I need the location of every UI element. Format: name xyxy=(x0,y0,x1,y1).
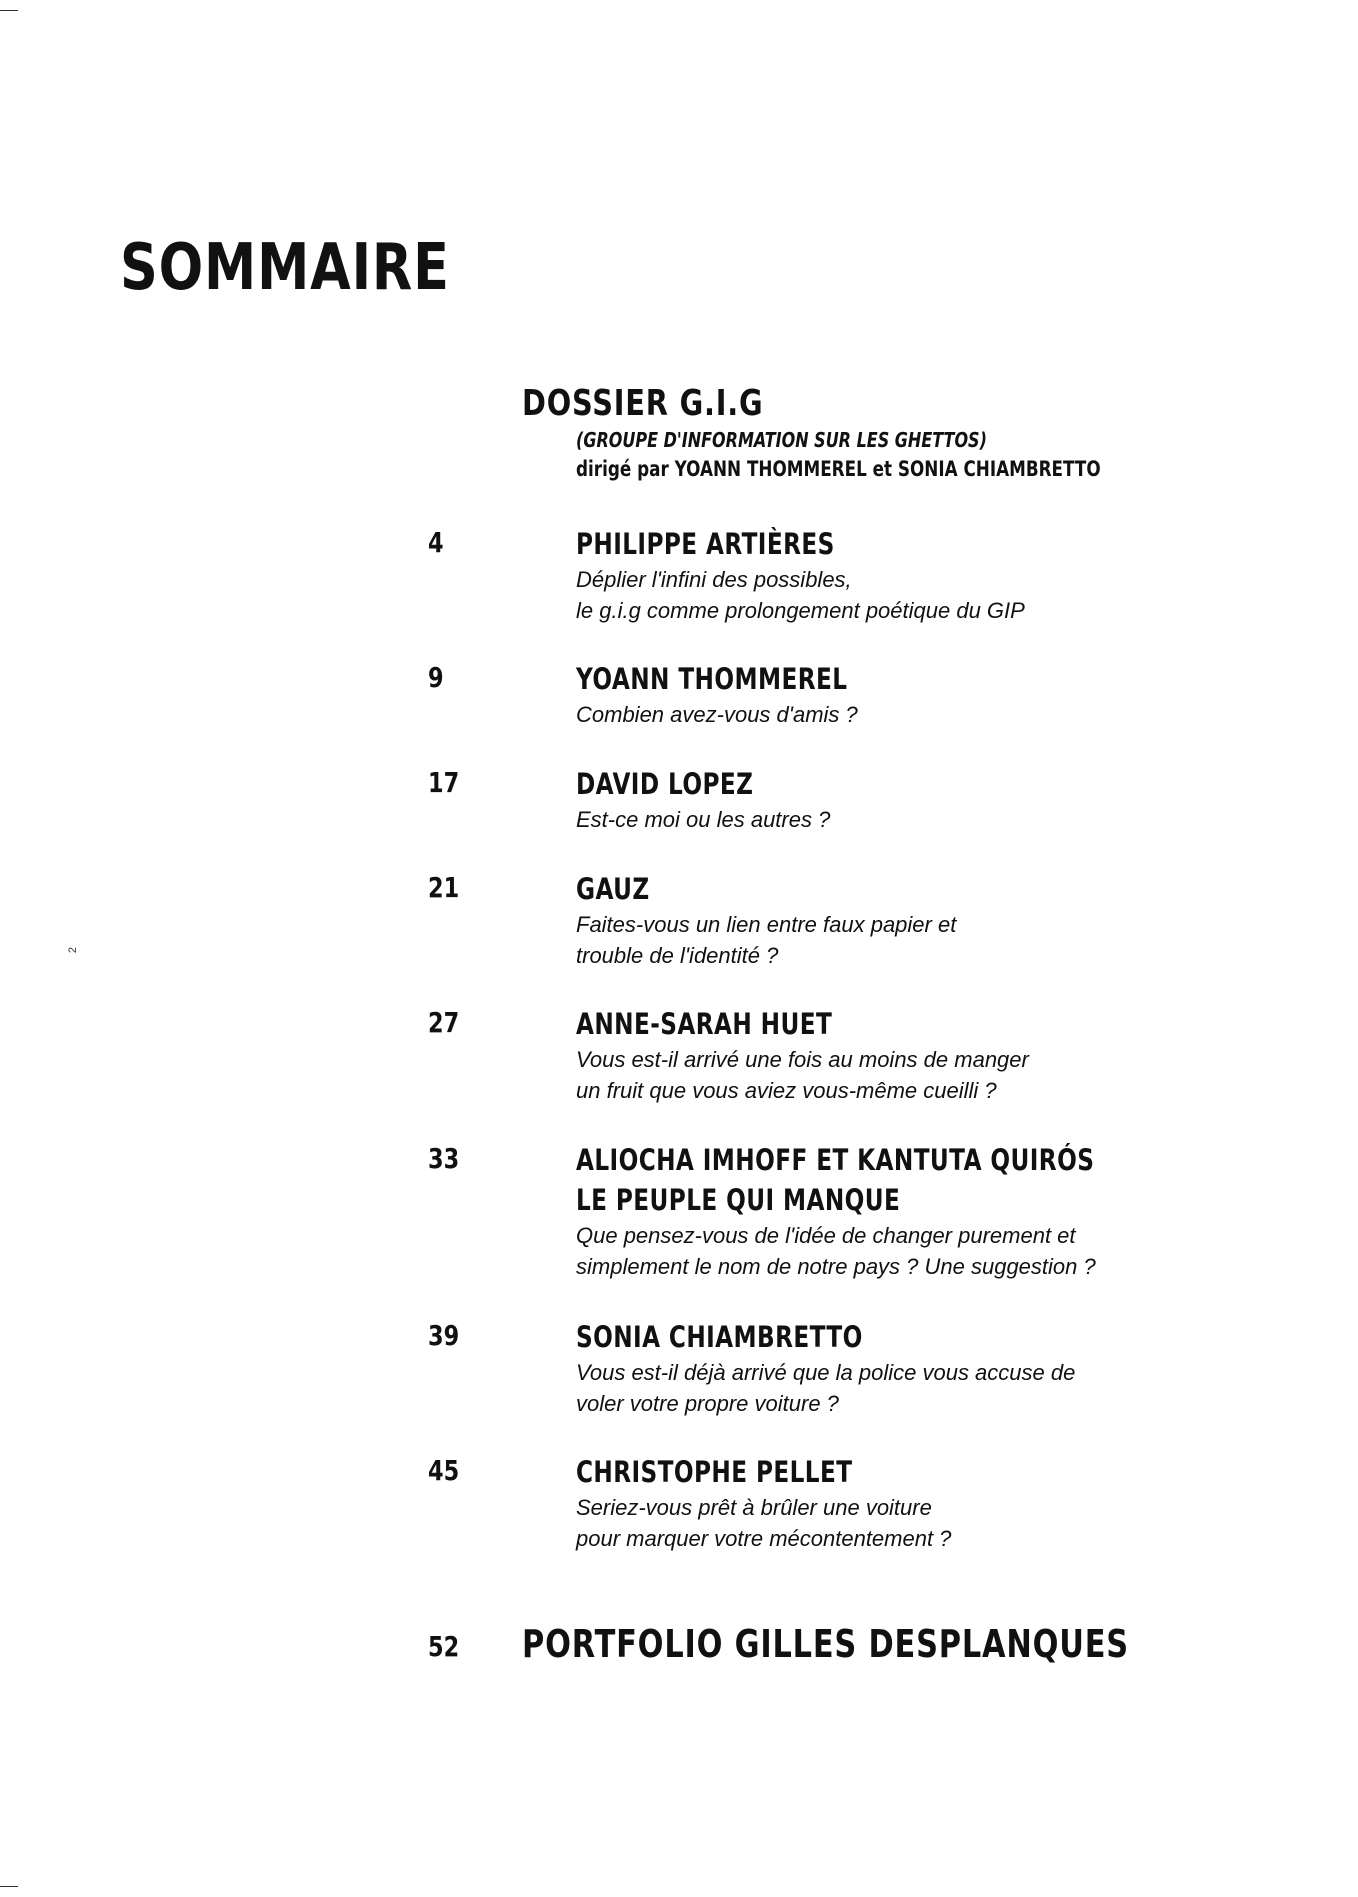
toc-page-number: 33 xyxy=(428,1142,460,1175)
toc-question-line: Déplier l'infini des possibles, xyxy=(576,567,852,592)
dossier-direction: dirigé par YOANN THOMMEREL et SONIA CHIAMBRETTO xyxy=(576,457,1101,481)
toc-question-line: voler votre propre voiture ? xyxy=(576,1391,839,1416)
dossier-title: DOSSIER G.I.G xyxy=(522,383,764,424)
toc-question-line: un fruit que vous aviez vous-même cueilli ? xyxy=(576,1078,997,1103)
toc-question-line: simplement le nom de notre pays ? Une suggestion ? xyxy=(576,1254,1096,1279)
dossier-subtitle: (GROUPE D'INFORMATION SUR LES GHETTOS) xyxy=(576,428,987,452)
toc-question-line: pour marquer votre mécontentement ? xyxy=(576,1526,952,1551)
toc-author: GAUZ xyxy=(576,872,650,906)
toc-author: ANNE-SARAH HUET xyxy=(576,1007,833,1041)
toc-question-line: Faites-vous un lien entre faux papier et xyxy=(576,912,957,937)
toc-author: PHILIPPE ARTIÈRES xyxy=(576,527,835,561)
portfolio-title: PORTFOLIO GILLES DESPLANQUES xyxy=(522,1622,1129,1666)
toc-page-number: 9 xyxy=(428,661,444,694)
toc-question-line: Seriez-vous prêt à brûler une voiture xyxy=(576,1495,932,1520)
toc-page-number: 17 xyxy=(428,766,460,799)
toc-page-number: 52 xyxy=(428,1630,460,1663)
dossier-header xyxy=(522,382,1232,484)
toc-author: YOANN THOMMEREL xyxy=(576,662,848,696)
toc-page-number: 21 xyxy=(428,871,460,904)
toc-author: SONIA CHIAMBRETTO xyxy=(576,1320,863,1354)
toc-page-number: 39 xyxy=(428,1319,460,1352)
toc-author: DAVID LOPEZ xyxy=(576,767,754,801)
page-title: SOMMAIRE xyxy=(120,231,450,305)
toc-question-line: Vous est-il déjà arrivé que la police vous accuse de xyxy=(576,1360,1076,1385)
toc-question-line: Vous est-il arrivé une fois au moins de manger xyxy=(576,1047,1029,1072)
toc-page-number: 4 xyxy=(428,526,444,559)
toc-page-number: 27 xyxy=(428,1006,460,1039)
toc-page-number: 45 xyxy=(428,1454,460,1487)
toc-question-line: trouble de l'identité ? xyxy=(576,943,779,968)
page-folio: 2 xyxy=(67,946,80,954)
toc-question-line: Est-ce moi ou les autres ? xyxy=(576,807,831,832)
toc-author: ALIOCHA IMHOFF ET KANTUTA QUIRÓS xyxy=(576,1143,1095,1177)
toc-author-subtitle: LE PEUPLE QUI MANQUE xyxy=(576,1183,901,1217)
toc-author: CHRISTOPHE PELLET xyxy=(576,1455,853,1489)
toc-question-line: Combien avez-vous d'amis ? xyxy=(576,702,858,727)
crop-mark-top xyxy=(0,10,18,11)
toc-question-line: le g.i.g comme prolongement poétique du GIP xyxy=(576,598,1025,623)
toc-question-line: Que pensez-vous de l'idée de changer purement et xyxy=(576,1223,1076,1248)
crop-mark-bottom xyxy=(0,1886,18,1887)
